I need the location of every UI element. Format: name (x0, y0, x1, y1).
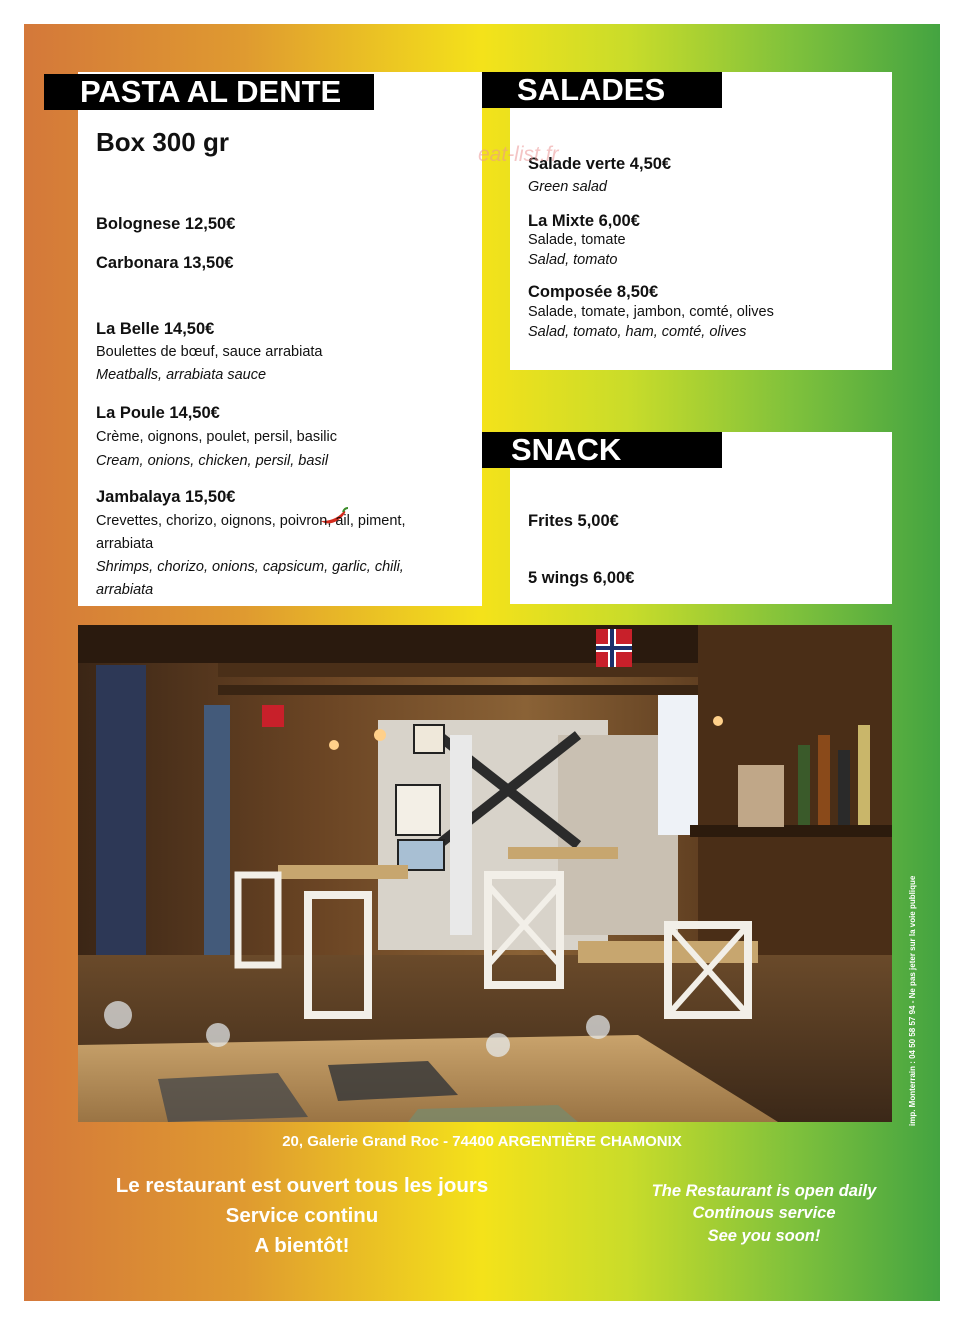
opening-info-en: See you soon! (707, 1227, 821, 1245)
printer-imprint: imp. Monterrain : 04 50 58 57 94 - Ne pas jeter sur la voie publique (908, 875, 917, 1126)
opening-info-en: Continous service (692, 1204, 836, 1222)
salades-panel (510, 72, 892, 370)
menu-item-name: La Poule 14,50€ (96, 404, 220, 422)
opening-info-fr: Le restaurant est ouvert tous les jours (115, 1174, 489, 1197)
menu-item-description-fr: Crème, oignons, poulet, persil, basilic (96, 429, 337, 445)
section-header-snack: SNACK (482, 432, 722, 468)
menu-item-description-en: Salad, tomato, ham, comté, olives (528, 324, 747, 340)
restaurant-address: 20, Galerie Grand Roc - 74400 ARGENTIÈRE CHAMONIX (282, 1133, 682, 1150)
menu-item-description-fr: Crevettes, chorizo, oignons, poivron, ail, piment, (96, 513, 406, 529)
menu-item-description-en: Meatballs, arrabiata sauce (96, 367, 267, 383)
menu-item-name: Carbonara 13,50€ (96, 254, 234, 272)
section-header-pasta: PASTA AL DENTE (44, 74, 374, 110)
menu-item-description-en: Green salad (528, 179, 607, 195)
menu-item-description-fr: Salade, tomate (528, 232, 626, 248)
restaurant-photo (78, 625, 892, 1122)
menu-item-name: Salade verte 4,50€ (528, 155, 672, 173)
section-header-salades: SALADES (482, 72, 722, 108)
menu-item-description-en: Salad, tomato (528, 252, 618, 268)
pasta-panel (78, 72, 482, 606)
menu-item-description-en: Shrimps, chorizo, onions, capsicum, garlic, chili, (96, 559, 404, 575)
menu-item-description-fr: Salade, tomate, jambon, comté, olives (528, 304, 774, 320)
menu-item-name: La Belle 14,50€ (96, 320, 215, 338)
menu-item-description-fr: Boulettes de bœuf, sauce arrabiata (96, 344, 323, 360)
box-size-title: Box 300 gr (96, 127, 229, 157)
menu-sheet (24, 24, 940, 1301)
menu-item-name: Jambalaya 15,50€ (96, 488, 236, 506)
opening-info-fr: Service continu (225, 1204, 379, 1227)
menu-item-description-fr: arrabiata (96, 536, 154, 552)
watermark: eat-list.fr (478, 143, 559, 166)
menu-item-description-en: Cream, onions, chicken, persil, basil (96, 453, 329, 469)
menu-item-description-en: arrabiata (96, 582, 154, 598)
menu-item-name: Composée 8,50€ (528, 283, 659, 301)
menu-item-name: Bolognese 12,50€ (96, 215, 236, 233)
opening-info-en: The Restaurant is open daily (651, 1182, 877, 1200)
opening-info-fr: A bientôt! (254, 1234, 350, 1257)
menu-item-name: La Mixte 6,00€ (528, 212, 640, 230)
menu-item-name: 5 wings 6,00€ (528, 569, 635, 587)
menu-item-name: Frites 5,00€ (528, 512, 619, 530)
